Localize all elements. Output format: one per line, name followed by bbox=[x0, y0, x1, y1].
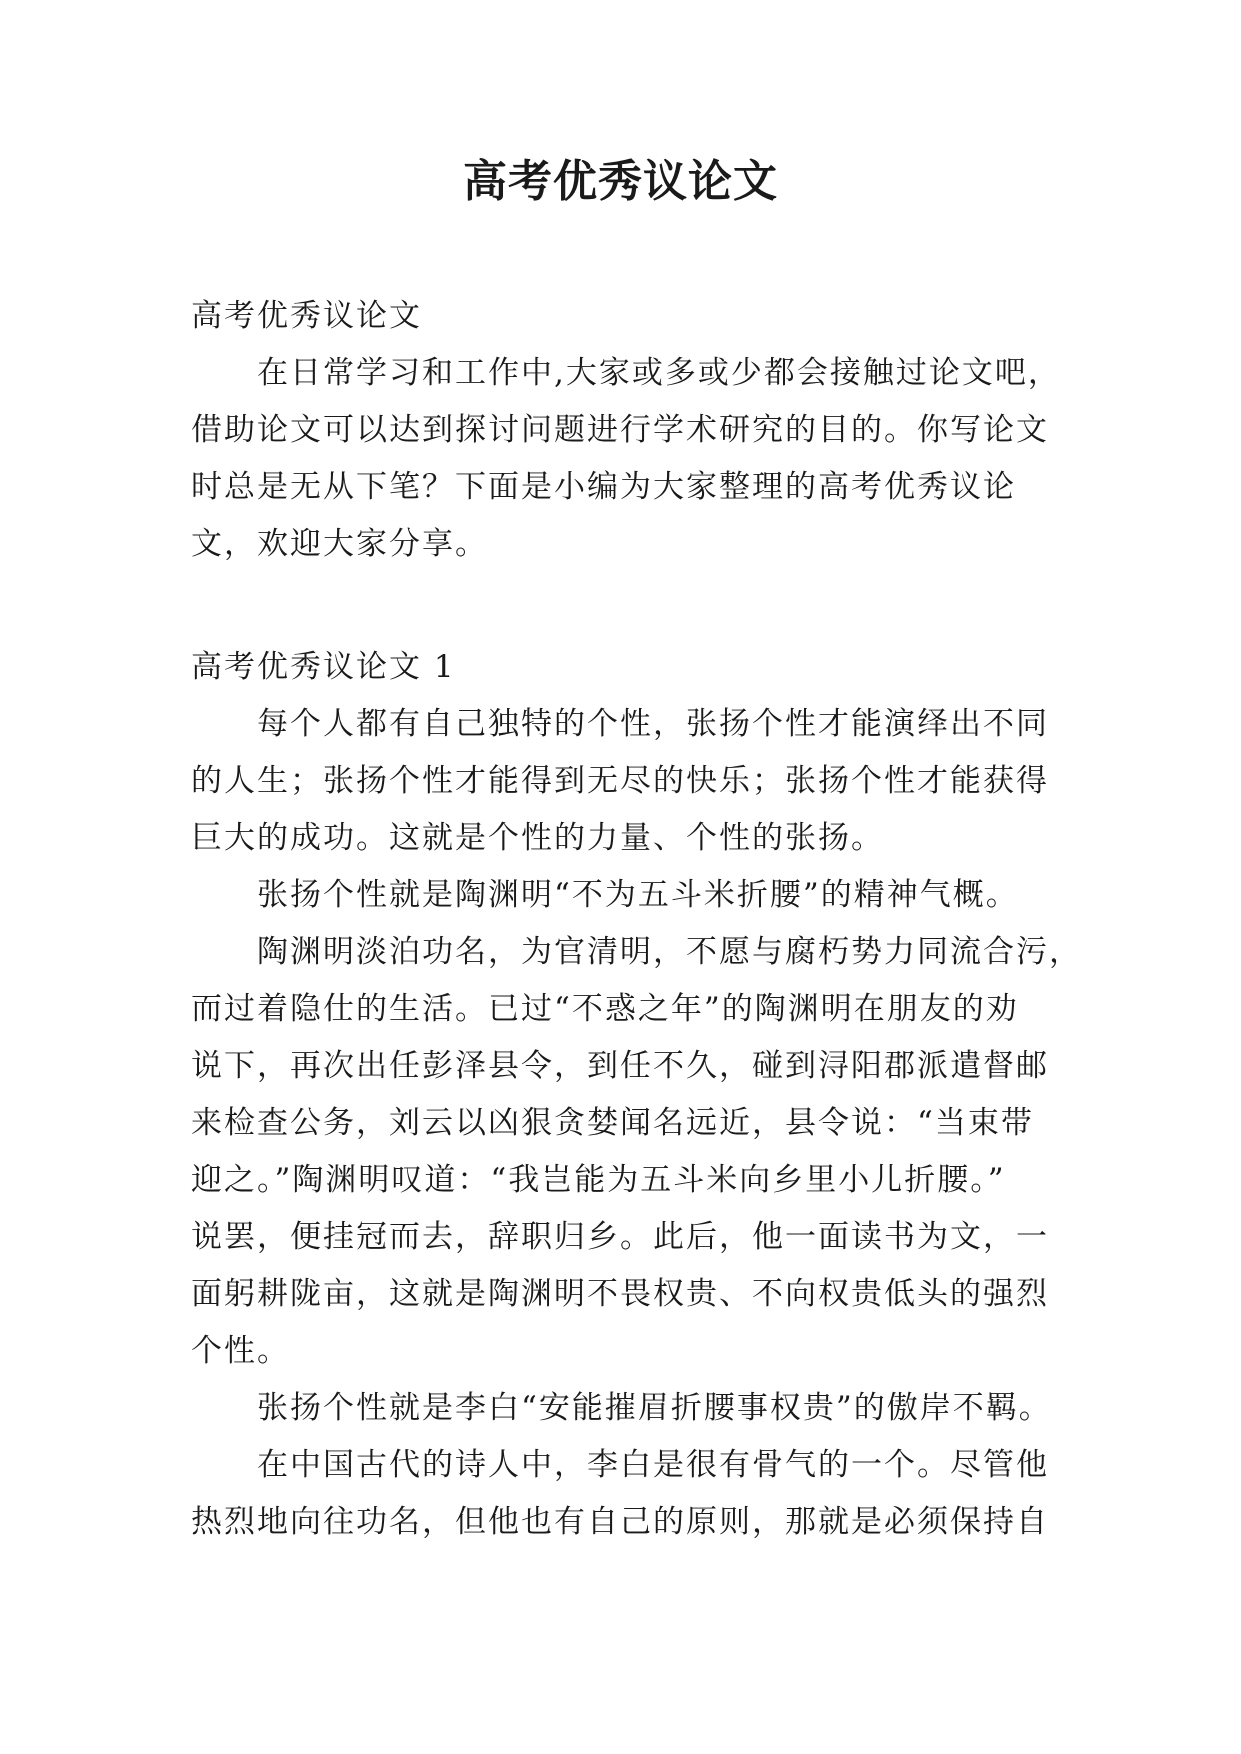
document-title: 高考优秀议论文 bbox=[463, 156, 778, 207]
intro-line-4: 文，欢迎大家分享。 bbox=[191, 526, 488, 562]
p3-line-7: 面躬耕陇亩，这就是陶渊明不畏权贵、不向权贵低头的强烈 bbox=[191, 1276, 1049, 1312]
p1-line-2: 的人生；张扬个性才能得到无尽的快乐；张扬个性才能获得 bbox=[191, 763, 1049, 799]
p1-line-3: 巨大的成功。这就是个性的力量、个性的张扬。 bbox=[191, 820, 884, 856]
p4-line: 张扬个性就是李白“安能摧眉折腰事权贵”的傲岸不羁。 bbox=[257, 1390, 1052, 1426]
p1-line-1: 每个人都有自己独特的个性，张扬个性才能演绎出不同 bbox=[257, 706, 1049, 742]
intro-line-2: 借助论文可以达到探讨问题进行学术研究的目的。你写论文 bbox=[191, 412, 1049, 448]
intro-line-3: 时总是无从下笔？下面是小编为大家整理的高考优秀议论 bbox=[191, 469, 1016, 505]
p2-line: 张扬个性就是陶渊明“不为五斗米折腰”的精神气概。 bbox=[257, 877, 1019, 913]
document-body bbox=[191, 288, 1082, 1551]
p3-line-6: 说罢，便挂冠而去，辞职归乡。此后，他一面读书为文，一 bbox=[191, 1219, 1049, 1255]
p3-line-4: 来检查公务，刘云以凶狠贪婪闻名远近，县令说：“当束带 bbox=[191, 1105, 1034, 1141]
section-gap bbox=[191, 573, 1063, 639]
p3-line-1: 陶渊明淡泊功名，为官清明，不愿与腐朽势力同流合污， bbox=[257, 934, 1082, 970]
intro-line-1: 在日常学习和工作中,大家或多或少都会接触过论文吧， bbox=[257, 355, 1061, 391]
p3-line-5: 迎之。”陶渊明叹道：“我岂能为五斗米向乡里小儿折腰。” bbox=[191, 1162, 1006, 1198]
section1-heading: 高考优秀议论文 1 bbox=[191, 649, 456, 685]
p3-line-3: 说下，再次出任彭泽县令，到任不久，碰到浔阳郡派遣督邮 bbox=[191, 1048, 1049, 1084]
p3-line-2: 而过着隐仕的生活。已过“不惑之年”的陶渊明在朋友的劝 bbox=[191, 991, 1019, 1027]
intro-heading: 高考优秀议论文 bbox=[191, 298, 422, 334]
p5-line-1: 在中国古代的诗人中，李白是很有骨气的一个。尽管他 bbox=[257, 1447, 1049, 1483]
p5-line-2: 热烈地向往功名，但他也有自己的原则，那就是必须保持自 bbox=[191, 1504, 1049, 1540]
p3-line-8: 个性。 bbox=[191, 1333, 290, 1369]
